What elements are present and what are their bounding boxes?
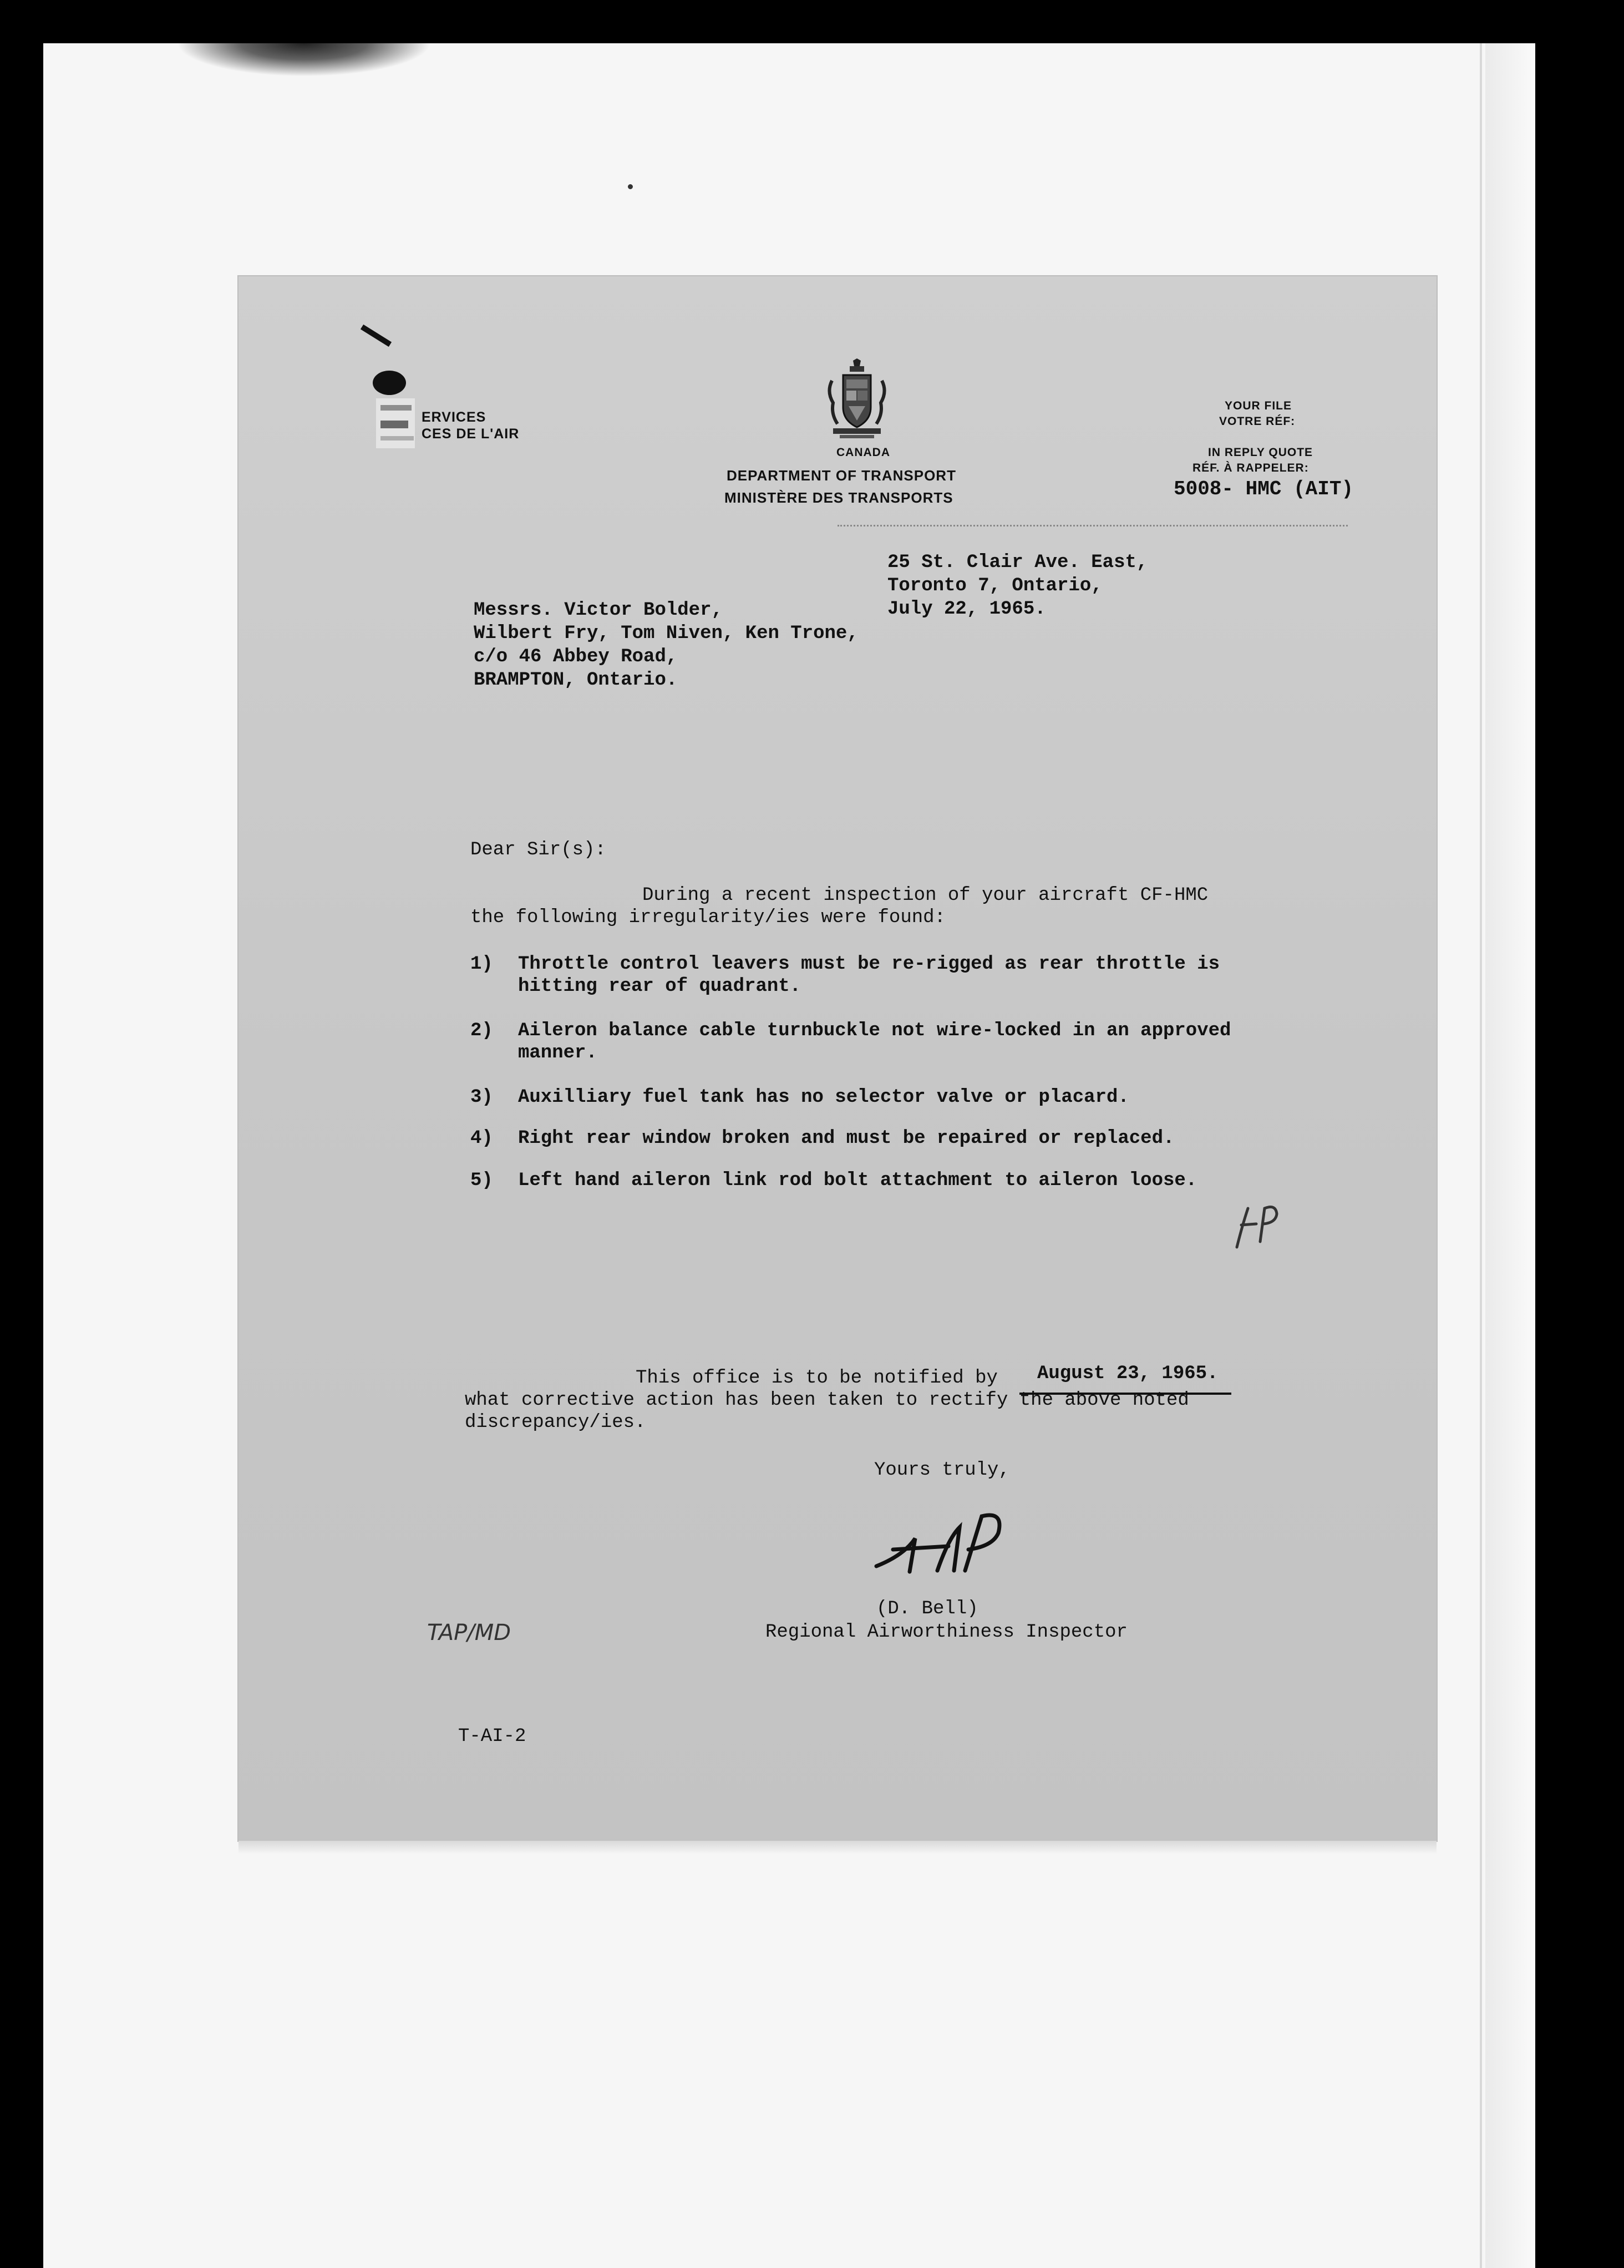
letterhead-left-line1: ERVICES <box>422 409 486 425</box>
item-text-line1: Right rear window broken and must be repaired or replaced. <box>518 1128 1175 1149</box>
notice-line3: discrepancy/ies. <box>465 1412 646 1433</box>
item-text-line2: hitting rear of quadrant. <box>518 976 801 997</box>
closing: Yours truly, <box>874 1460 1010 1481</box>
recipient-line4: BRAMPTON, Ontario. <box>474 670 678 691</box>
letter-bottom-shadow <box>238 1841 1437 1854</box>
signatory-title: Regional Airworthiness Inspector <box>765 1622 1128 1643</box>
item-text-line1: Aileron balance cable turnbuckle not wire-locked in an approved <box>518 1020 1231 1041</box>
sender-address-line2: Toronto 7, Ontario, <box>887 575 1103 596</box>
item-text-line2: manner. <box>518 1042 597 1064</box>
intro-line2: the following irregularity/ies were found: <box>470 907 946 928</box>
typist-initials: TAP/MD <box>427 1620 511 1646</box>
mount-fold-line <box>1480 43 1482 2268</box>
item-number: 3) <box>470 1087 493 1108</box>
item-number: 2) <box>470 1020 493 1041</box>
item-text-line1: Auxilliary fuel tank has no selector valve or placard. <box>518 1087 1129 1108</box>
handwritten-margin-mark <box>1226 1192 1292 1253</box>
your-file-label-fr: VOTRE RÉF: <box>1219 415 1296 428</box>
reference-number: 5008- HMC (AIT) <box>1174 478 1354 500</box>
header-dotted-rule <box>838 525 1348 526</box>
intro-line1: During a recent inspection of your aircraft CF-HMC <box>642 885 1209 906</box>
mount-smudge <box>176 43 432 77</box>
reply-quote-label-fr: RÉF. À RAPPELER: <box>1192 462 1309 474</box>
ink-slash-mark <box>361 325 392 347</box>
item-number: 4) <box>470 1128 493 1149</box>
notice-line1-prefix: This office is to be notified by <box>636 1368 998 1389</box>
your-file-label-en: YOUR FILE <box>1225 399 1292 412</box>
recipient-line2: Wilbert Fry, Tom Niven, Ken Trone, <box>474 623 859 644</box>
salutation: Dear Sir(s): <box>470 839 606 860</box>
reply-quote-label-en: IN REPLY QUOTE <box>1208 446 1313 459</box>
letter-page <box>238 276 1437 1841</box>
signatory-name: (D. Bell) <box>876 1598 978 1619</box>
form-code: T-AI-2 <box>458 1726 526 1747</box>
item-text-line1: Throttle control leavers must be re-rigged as rear throttle is <box>518 954 1220 975</box>
margin-dot-mark <box>628 184 633 189</box>
item-text-line1: Left hand aileron link rod bolt attachment to aileron loose. <box>518 1170 1197 1191</box>
letterhead-department-en: DEPARTMENT OF TRANSPORT <box>727 467 956 484</box>
handwritten-signature <box>871 1505 1037 1577</box>
notice-line2: what corrective action has been taken to rectify the above noted <box>465 1390 1189 1411</box>
sender-address-line1: 25 St. Clair Ave. East, <box>887 552 1148 573</box>
recipient-line3: c/o 46 Abbey Road, <box>474 646 678 667</box>
letterhead-country: CANADA <box>836 446 890 459</box>
letterhead-left-line2: CES DE L'AIR <box>422 426 520 442</box>
mount-edge <box>1485 43 1535 2268</box>
item-number: 1) <box>470 954 493 975</box>
item-number: 5) <box>470 1170 493 1191</box>
letter-date: July 22, 1965. <box>887 599 1046 620</box>
ink-stamp-blot <box>371 371 420 454</box>
canada-coat-of-arms-icon <box>821 358 893 442</box>
notice-deadline: August 23, 1965. <box>1037 1363 1219 1384</box>
recipient-line1: Messrs. Victor Bolder, <box>474 600 723 621</box>
letterhead-department-fr: MINISTÈRE DES TRANSPORTS <box>724 489 953 506</box>
